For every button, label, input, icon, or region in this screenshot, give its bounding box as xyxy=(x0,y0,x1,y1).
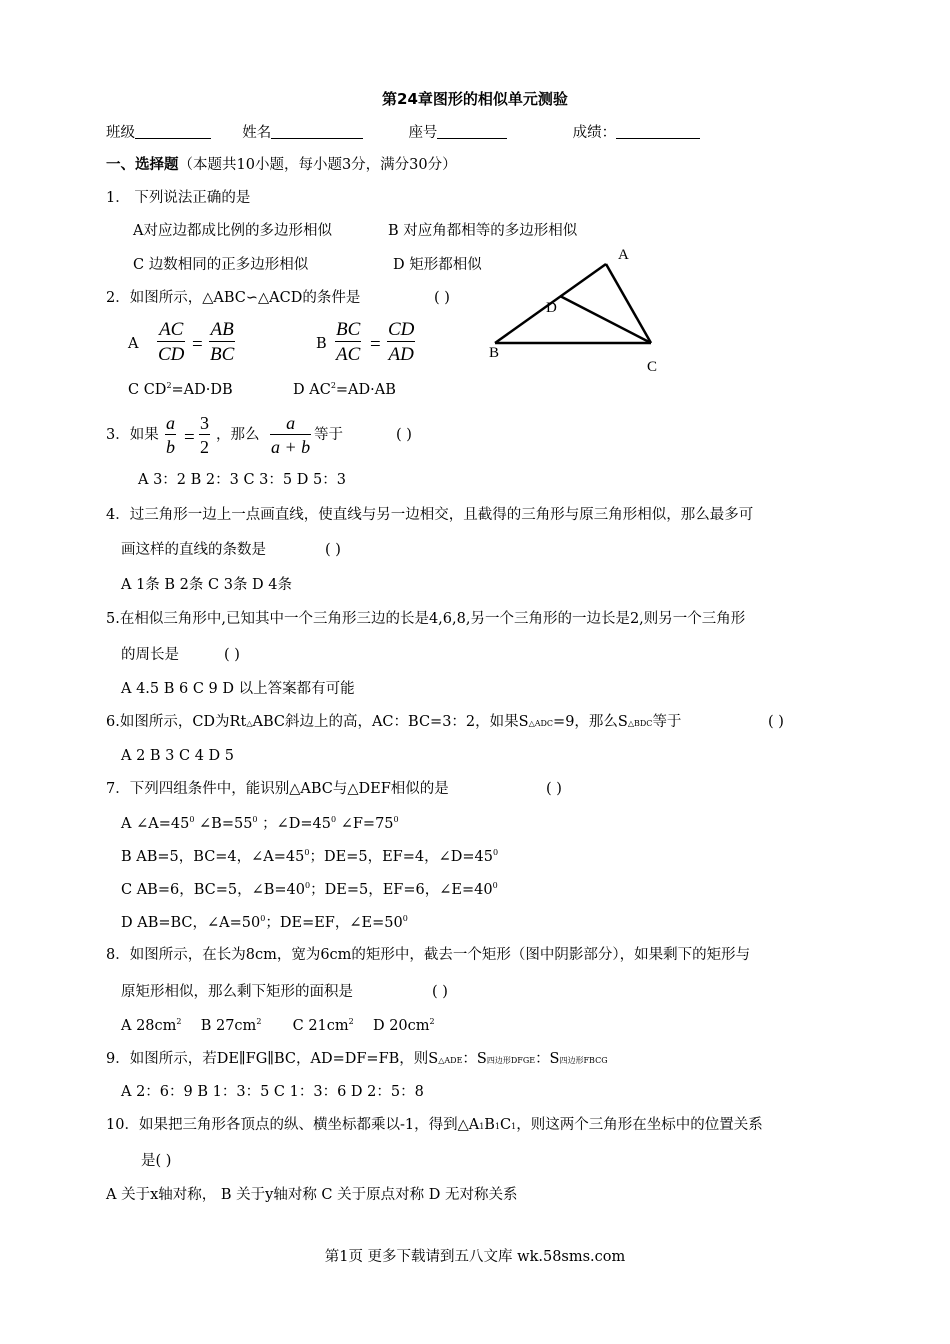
subscript: 1 xyxy=(494,1122,501,1131)
option-text: ；∠D=45 xyxy=(257,816,331,832)
option-text: D 20cm xyxy=(372,1018,430,1034)
q8-line-2: 原矩形相似，那么剩下矩形的面积是 xyxy=(121,984,353,1000)
option-text: C 21cm xyxy=(292,1018,349,1034)
superscript: 2 xyxy=(166,381,172,390)
q4-answer-paren: ( ) xyxy=(325,542,341,558)
q3-fraction-a-over-a-plus-b xyxy=(270,414,311,456)
stem-text: C xyxy=(500,1117,512,1133)
option-text: =AD·AB xyxy=(335,382,396,398)
superscript: 0 xyxy=(305,881,311,890)
class-blank xyxy=(135,124,211,139)
option-text: B AB=5，BC=4，∠A=45 xyxy=(121,849,305,865)
stem-text: 10．如果把三角形各顶点的纵、横坐标都乘以-1，得到△A xyxy=(106,1117,480,1133)
option-text: A 28cm xyxy=(121,1018,177,1034)
q3-middle: ，那么 xyxy=(216,427,260,443)
subscript: △ADE xyxy=(438,1056,463,1065)
stem-text: 9．如图所示，若DE∥FG∥BC，AD=DF=FB，则S xyxy=(106,1051,439,1067)
figure-label-d: D xyxy=(546,300,557,316)
superscript: 2 xyxy=(176,1017,182,1026)
q1-stem: 1． 下列说法正确的是 xyxy=(106,190,251,206)
superscript: 0 xyxy=(189,815,195,824)
superscript: 0 xyxy=(304,848,310,857)
fraction-denominator: AC xyxy=(336,344,361,365)
option-text: ；DE=5，EF=4，∠D=45 xyxy=(309,849,493,865)
subscript: 1 xyxy=(511,1122,517,1131)
q2-option-d xyxy=(293,382,396,398)
q7-answer-paren: ( ) xyxy=(546,781,562,797)
q7-option-c xyxy=(121,882,498,898)
q1-option-b: B 对应角都相等的多边形相似 xyxy=(388,223,578,239)
superscript: 2 xyxy=(330,381,336,390)
q7-option-a xyxy=(121,816,399,832)
q2-option-b-fraction-2 xyxy=(387,320,415,364)
q9-options: A 2：6：9 B 1：3：5 C 1：3：6 D 2：5：8 xyxy=(121,1084,424,1100)
fraction-numerator: a xyxy=(270,414,311,435)
q3-prefix: 3．如果 xyxy=(106,427,159,443)
superscript: 0 xyxy=(260,914,266,923)
option-text: ∠B=55 xyxy=(194,816,253,832)
option-text: C CD xyxy=(128,382,167,398)
q3-fraction-a-over-b xyxy=(165,414,176,456)
stem-text: =9，那么S xyxy=(553,714,628,730)
q7-option-b xyxy=(121,849,498,865)
q3-answer-paren: ( ) xyxy=(396,427,412,443)
fraction-denominator: a + b xyxy=(271,437,311,457)
fraction-numerator: a xyxy=(166,413,175,433)
option-text: B 27cm xyxy=(200,1018,257,1034)
superscript: 2 xyxy=(256,1017,262,1026)
stem-text: 6.如图所示，CD为Rt xyxy=(106,714,247,730)
option-text: A ∠A=45 xyxy=(121,816,190,832)
section-title: 一、选择题 xyxy=(106,157,179,173)
seat-label: 座号 xyxy=(408,125,438,141)
q1-option-d: D 矩形都相似 xyxy=(393,257,482,273)
stem-text: ABC斜边上的高，AC：BC=3：2，如果S xyxy=(252,714,529,730)
fraction-denominator: 2 xyxy=(200,437,209,457)
superscript: 0 xyxy=(252,815,258,824)
stem-text: B xyxy=(484,1117,495,1133)
q3-fraction-3-over-2 xyxy=(199,414,210,456)
subscript: △ xyxy=(246,719,253,728)
figure-label-a: A xyxy=(618,247,629,263)
q5-line-2: 的周长是 xyxy=(121,647,179,663)
q7-stem: 7．下列四组条件中，能识别△ABC与△DEF相似的是 xyxy=(106,781,449,797)
q6-answer-paren: ( ) xyxy=(768,714,784,730)
class-label: 班级 xyxy=(106,125,135,141)
figure-label-b: B xyxy=(489,345,500,361)
q3-options: A 3：2 B 2：3 C 3：5 D 5：3 xyxy=(138,472,346,488)
q2-option-c xyxy=(128,382,233,398)
fraction-numerator: 3 xyxy=(200,413,209,433)
q2-option-a-fraction-1 xyxy=(157,320,185,364)
score-blank xyxy=(616,124,700,139)
q1-option-a: A对应边都成比例的多边形相似 xyxy=(133,223,332,239)
fraction-denominator: AD xyxy=(388,344,414,365)
q2-option-a-letter: A xyxy=(128,336,139,352)
q6-options: A 2 B 3 C 4 D 5 xyxy=(121,748,235,764)
fraction-denominator: b xyxy=(166,437,175,457)
q5-options: A 4.5 B 6 C 9 D 以上答案都有可能 xyxy=(121,681,355,697)
superscript: 2 xyxy=(348,1017,354,1026)
q3-suffix: 等于 xyxy=(314,427,343,443)
fraction-numerator: AB xyxy=(210,319,234,340)
q2-option-b-fraction-1 xyxy=(335,320,361,364)
stem-text: ：S xyxy=(462,1051,487,1067)
score-label: 成绩： xyxy=(572,125,617,141)
stem-text: ：S xyxy=(535,1051,560,1067)
subscript: △BDC xyxy=(627,719,653,728)
option-text: C AB=6，BC=5，∠B=40 xyxy=(121,882,306,898)
q6-stem xyxy=(106,715,681,730)
fraction-numerator: CD xyxy=(388,319,415,340)
q10-line-1 xyxy=(106,1118,763,1133)
option-text: ；DE=5，EF=6，∠E=40 xyxy=(310,882,493,898)
stem-text: 等于 xyxy=(652,714,682,730)
student-info-row xyxy=(106,124,700,141)
option-text: D AC xyxy=(293,382,331,398)
q1-option-c: C 边数相同的正多边形相似 xyxy=(133,257,309,273)
section-heading xyxy=(106,158,457,173)
option-text: =AD·DB xyxy=(171,382,233,398)
section-note: （本题共10小题，每小题3分，满分30分） xyxy=(178,157,457,173)
q8-options xyxy=(121,1018,435,1034)
name-label: 姓名 xyxy=(242,125,272,141)
option-text: ；DE=EF，∠E=50 xyxy=(265,915,403,931)
name-blank xyxy=(271,124,363,139)
page-footer: 第1页 更多下载请到五八文库 wk.58sms.com xyxy=(324,1249,626,1265)
fraction-numerator: BC xyxy=(336,319,361,340)
stem-text: ，则这两个三角形在坐标中的位置关系 xyxy=(516,1117,763,1133)
subscript: 1 xyxy=(479,1122,485,1131)
q10-line-2: 是( ) xyxy=(141,1153,172,1169)
q7-option-d xyxy=(121,915,408,931)
equals-sign: = xyxy=(192,334,203,355)
figure-label-c: C xyxy=(647,359,658,375)
fraction-denominator: CD xyxy=(158,344,185,365)
q4-options: A 1条 B 2条 C 3条 D 4条 xyxy=(121,577,293,593)
q8-answer-paren: ( ) xyxy=(432,984,448,1000)
option-text: D AB=BC，∠A=50 xyxy=(121,915,261,931)
q5-answer-paren: ( ) xyxy=(224,647,240,663)
q9-stem xyxy=(106,1052,608,1067)
superscript: 0 xyxy=(492,848,499,857)
equals-sign: = xyxy=(184,427,195,448)
subscript: 四边形DFGE xyxy=(486,1056,536,1065)
subscript: 四边形FBCG xyxy=(559,1056,608,1065)
superscript: 0 xyxy=(393,815,399,824)
fraction-denominator: BC xyxy=(210,344,235,365)
superscript: 2 xyxy=(429,1017,435,1026)
q2-triangle-figure xyxy=(480,240,680,380)
q10-options: A 关于x轴对称， B 关于y轴对称 C 关于原点对称 D 无对称关系 xyxy=(106,1187,518,1203)
q4-line-2: 画这样的直线的条数是 xyxy=(121,542,266,558)
superscript: 0 xyxy=(331,815,337,824)
q4-line-1: 4．过三角形一边上一点画直线，使直线与另一边相交，且截得的三角形与原三角形相似，那么最多可 xyxy=(106,507,754,523)
seat-blank xyxy=(437,124,507,139)
option-text: ∠F=75 xyxy=(336,816,394,832)
q2-answer-paren: ( ) xyxy=(434,290,450,306)
subscript: △ADC xyxy=(528,719,554,728)
q2-option-a-fraction-2 xyxy=(209,320,235,364)
superscript: 0 xyxy=(492,881,498,890)
page-title: 第24章图形的相似单元测验 xyxy=(382,90,568,108)
q5-line-1: 5.在相似三角形中,已知其中一个三角形三边的长是4,6,8,另一个三角形的一边长是2,则另一个三角形 xyxy=(106,611,746,627)
superscript: 0 xyxy=(402,914,408,923)
fraction-numerator: AC xyxy=(157,320,185,342)
q2-stem: 2．如图所示，△ABC∽△ACD的条件是 xyxy=(106,290,361,306)
equals-sign: = xyxy=(370,334,381,355)
q2-option-b-letter: B xyxy=(316,336,327,352)
q8-line-1: 8．如图所示，在长为8cm，宽为6cm的矩形中，截去一个矩形（图中阴影部分），如果剩下的矩形与 xyxy=(106,947,751,963)
